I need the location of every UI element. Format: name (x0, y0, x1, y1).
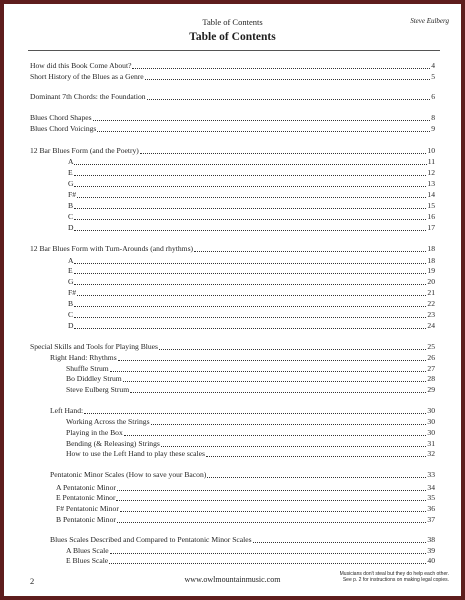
toc-entry-page: 15 (427, 201, 435, 210)
toc-entry-page: 28 (427, 374, 435, 383)
toc-entry-page: 30 (427, 406, 435, 415)
toc-entry-label: G (68, 277, 74, 286)
toc-entry (68, 288, 435, 298)
dot-leader (77, 295, 426, 296)
toc-entry-page: 23 (427, 310, 435, 319)
toc-entry-label: F# (68, 288, 77, 297)
toc-entry-page: 37 (427, 515, 435, 524)
toc-entry-page: 12 (427, 168, 435, 177)
toc-entry-page: 36 (427, 504, 435, 513)
toc-entry (56, 493, 435, 503)
toc-entry-page: 34 (427, 483, 435, 492)
dot-leader (140, 153, 427, 154)
toc-entry-label: Pentatonic Minor Scales (How to save your Bacon) (50, 470, 207, 479)
toc-entry-page: 18 (427, 244, 435, 253)
toc-entry-page: 40 (427, 556, 435, 565)
dot-leader (147, 99, 431, 100)
dot-leader (120, 511, 427, 512)
toc-entry-page: 16 (427, 212, 435, 221)
toc-entry (66, 417, 435, 427)
toc-entry-page: 18 (427, 256, 435, 265)
page-title: Table of Contents (189, 31, 276, 43)
toc-entry (68, 277, 435, 287)
footer-note-line-1: Musicians don't steal but they do help each other. (339, 571, 449, 577)
toc-entry (66, 439, 435, 449)
toc-entry-label: Playing in the Box (66, 428, 123, 437)
dot-leader (161, 446, 427, 447)
toc-entry-page: 4 (431, 61, 435, 70)
toc-entry-page: 35 (427, 493, 435, 502)
toc-entry-page: 8 (431, 113, 435, 122)
toc-entry-label: D (68, 321, 74, 330)
toc-entry-page: 10 (427, 146, 435, 155)
dot-leader (123, 381, 427, 382)
dot-leader (74, 230, 426, 231)
toc-entry (30, 72, 435, 82)
toc-entry-label: E (68, 266, 73, 275)
toc-entry-label: E Pentatonic Minor (56, 493, 116, 502)
toc-entry-label: G (68, 179, 74, 188)
toc-entry (30, 92, 435, 102)
dot-leader (84, 413, 426, 414)
toc-entry-label: Working Across the Strings (66, 417, 150, 426)
toc-entry-page: 26 (427, 353, 435, 362)
dot-leader (151, 424, 427, 425)
running-header-author: Steve Eulberg (410, 17, 449, 25)
toc-entry (50, 535, 435, 545)
toc-entry-page: 17 (427, 223, 435, 232)
dot-leader (74, 317, 426, 318)
toc-entry-label: A (68, 256, 74, 265)
toc-entry-label: C (68, 310, 74, 319)
dot-leader (109, 563, 426, 564)
toc-entry-page: 13 (427, 179, 435, 188)
dot-leader (74, 175, 427, 176)
toc-entry (68, 179, 435, 189)
dot-leader (117, 490, 427, 491)
toc-entry-page: 14 (427, 190, 435, 199)
toc-entry-label: 12 Bar Blues Form (and the Poetry) (30, 146, 139, 155)
dot-leader (74, 273, 427, 274)
toc-entry-label: Bending (& Releasing) Strings (66, 439, 160, 448)
running-header-title: Table of Contents (202, 17, 263, 27)
toc-entry-page: 9 (431, 124, 435, 133)
toc-entry (68, 321, 435, 331)
toc-entry (30, 124, 435, 134)
footer-note-line-2: See p. 2 for instructions on making legal copies. (342, 577, 449, 583)
toc-entry (68, 266, 435, 276)
footer-page-number: 2 (30, 576, 35, 586)
dot-leader (132, 68, 430, 69)
toc-entry-page: 38 (427, 535, 435, 544)
dot-leader (130, 392, 426, 393)
toc-entry (56, 515, 435, 525)
toc-entry-page: 24 (427, 321, 435, 330)
toc-entry-label: Blues Chord Voicings (30, 124, 97, 133)
toc-entry-label: E (68, 168, 73, 177)
toc-entry (66, 364, 435, 374)
toc-entry (50, 470, 435, 480)
toc-entry-page: 6 (431, 92, 435, 101)
toc-entry-label: B (68, 299, 74, 308)
toc-entry-label: Blues Scales Described and Compared to Pentatonic Minor Scales (50, 535, 252, 544)
toc-entry (30, 244, 435, 254)
toc-entry-label: F# Pentatonic Minor (56, 504, 119, 513)
toc-entry (50, 406, 435, 416)
dot-leader (118, 360, 427, 361)
toc-entry-label: How to use the Left Hand to play these scales (66, 449, 205, 458)
dot-leader (124, 435, 427, 436)
toc-entry-page: 19 (427, 266, 435, 275)
toc-entry (56, 483, 435, 493)
toc-entry-label: C (68, 212, 74, 221)
dot-leader (206, 456, 426, 457)
dot-leader (97, 131, 430, 132)
dot-leader (93, 120, 431, 121)
toc-entry (66, 546, 435, 556)
dot-leader (117, 522, 427, 523)
dot-leader (74, 219, 426, 220)
dot-leader (74, 186, 426, 187)
toc-entry (66, 374, 435, 384)
toc-entry-label: E Blues Scale (66, 556, 109, 565)
toc-entry (68, 157, 435, 167)
toc-entry-label: 12 Bar Blues Form with Turn-Arounds (and rhythms) (30, 244, 194, 253)
toc-entry-page: 30 (427, 417, 435, 426)
dot-leader (110, 371, 427, 372)
toc-entry-page: 33 (427, 470, 435, 479)
dot-leader (145, 79, 431, 80)
dot-leader (253, 542, 427, 543)
toc-entry-label: Dominant 7th Chords: the Foundation (30, 92, 146, 101)
toc-entry-label: A Blues Scale (66, 546, 109, 555)
toc-entry (68, 256, 435, 266)
footer-copyright-note (299, 571, 449, 583)
dot-leader (74, 208, 426, 209)
toc-entry-label: A (68, 157, 74, 166)
toc-entry-page: 11 (427, 157, 435, 166)
dot-leader (77, 197, 426, 198)
toc-entry-page: 32 (427, 449, 435, 458)
toc-entry-page: 21 (427, 288, 435, 297)
toc-entry (66, 449, 435, 459)
document-page (4, 4, 461, 596)
toc-entry (68, 168, 435, 178)
footer-url: www.owlmountainmusic.com (184, 575, 281, 584)
toc-entry-label: Bo Diddley Strum (66, 374, 122, 383)
toc-entry-page: 39 (427, 546, 435, 555)
toc-entry-page: 29 (427, 385, 435, 394)
toc-entry-label: Blues Chord Shapes (30, 113, 92, 122)
toc-entry (30, 113, 435, 123)
toc-entry-label: Short History of the Blues as a Genre (30, 72, 144, 81)
dot-leader (116, 500, 426, 501)
dot-leader (110, 553, 427, 554)
toc-entry (56, 504, 435, 514)
toc-entry-label: Right Hand: Rhythms (50, 353, 117, 362)
dot-leader (207, 477, 426, 478)
toc-entry (68, 190, 435, 200)
toc-entry (68, 299, 435, 309)
toc-entry (30, 61, 435, 71)
toc-entry-label: Special Skills and Tools for Playing Blues (30, 342, 158, 351)
toc-entry-label: A Pentatonic Minor (56, 483, 116, 492)
toc-entry-label: F# (68, 190, 77, 199)
toc-entry (30, 342, 435, 352)
toc-entry-page: 31 (427, 439, 435, 448)
toc-entry (68, 212, 435, 222)
toc-entry (66, 556, 435, 566)
toc-entry-page: 27 (427, 364, 435, 373)
dot-leader (74, 328, 426, 329)
dot-leader (159, 349, 426, 350)
toc-entry-label: Left Hand: (50, 406, 84, 415)
toc-entry-label: How did this Book Come About? (30, 61, 132, 70)
toc-entry (68, 310, 435, 320)
dot-leader (74, 306, 426, 307)
header-divider (28, 50, 440, 51)
dot-leader (74, 164, 426, 165)
toc-entry-label: Steve Eulberg Strum (66, 385, 130, 394)
toc-entry (68, 201, 435, 211)
toc-entry-page: 5 (431, 72, 435, 81)
toc-entry-label: D (68, 223, 74, 232)
toc-entry (50, 353, 435, 363)
toc-entry (68, 223, 435, 233)
dot-leader (74, 263, 426, 264)
toc-entry-page: 25 (427, 342, 435, 351)
toc-entry (66, 385, 435, 395)
dot-leader (74, 284, 426, 285)
toc-entry-page: 30 (427, 428, 435, 437)
toc-entry-page: 20 (427, 277, 435, 286)
toc-entry-page: 22 (427, 299, 435, 308)
dot-leader (194, 251, 426, 252)
toc-entry-label: B Pentatonic Minor (56, 515, 116, 524)
toc-entry (66, 428, 435, 438)
toc-entry (30, 146, 435, 156)
toc-entry-label: Shuffle Strum (66, 364, 109, 373)
toc-entry-label: B (68, 201, 74, 210)
